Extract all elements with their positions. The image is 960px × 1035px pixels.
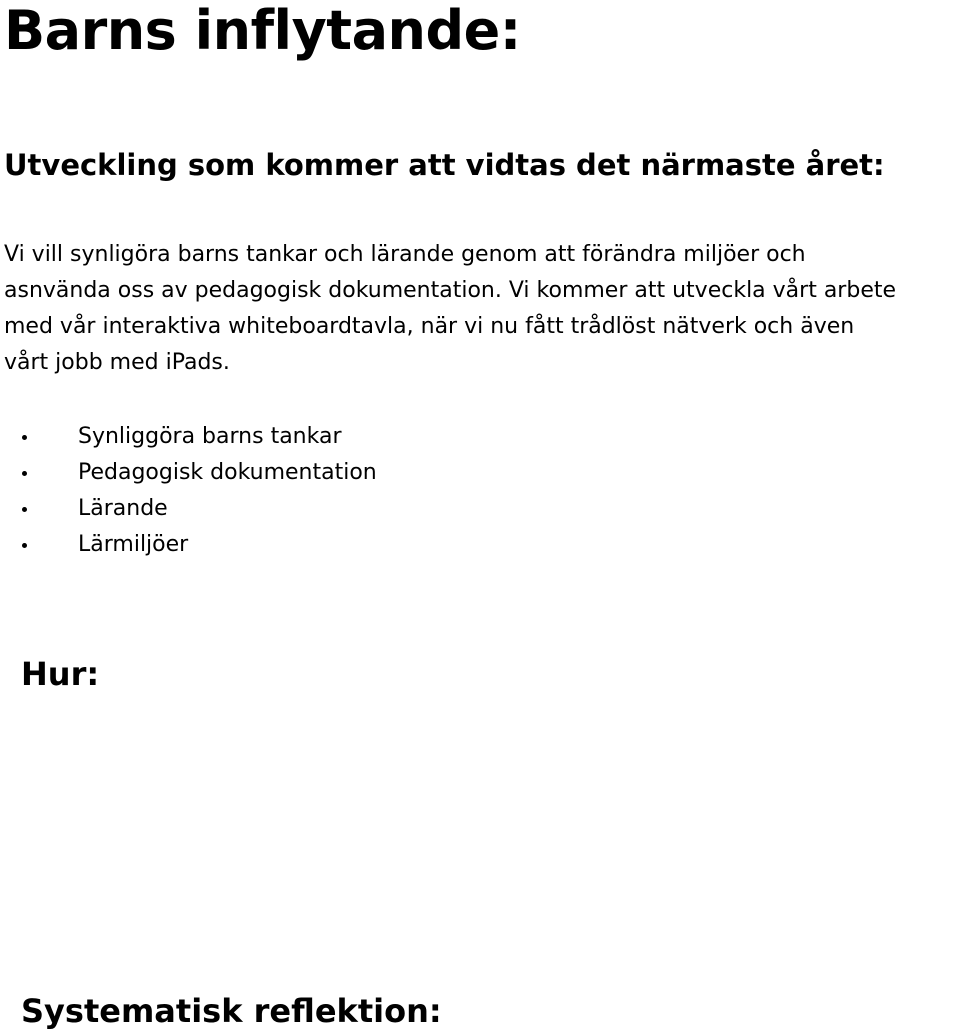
section-heading-reflection: Systematisk reflektion:	[21, 992, 442, 1030]
list-item-label: Lärmiljöer	[78, 532, 189, 557]
paragraph-line: vårt jobb med iPads.	[4, 350, 230, 375]
paragraph-line: med vår interaktiva whiteboardtavla, när vi nu fått trådlöst nätverk och även	[4, 314, 855, 339]
bullet-icon	[22, 471, 27, 476]
bullet-icon	[22, 507, 27, 512]
paragraph-line: asnvända oss av pedagogisk dokumentation. Vi kommer att utveckla vårt arbete	[4, 278, 897, 303]
list-item-label: Synliggöra barns tankar	[78, 424, 342, 449]
description-paragraph	[4, 237, 960, 381]
paragraph-line: Vi vill synligöra barns tankar och lärande genom att förändra miljöer och	[4, 242, 806, 267]
development-subheading: Utveckling som kommer att vidtas det närmaste året:	[4, 148, 885, 182]
bullet-icon	[22, 435, 27, 440]
section-heading-hur: Hur:	[21, 655, 100, 693]
page-title: Barns inflytande:	[4, 0, 521, 62]
list-item-label: Pedagogisk dokumentation	[78, 460, 377, 485]
list-item-label: Lärande	[78, 496, 168, 521]
bullet-icon	[22, 543, 27, 548]
